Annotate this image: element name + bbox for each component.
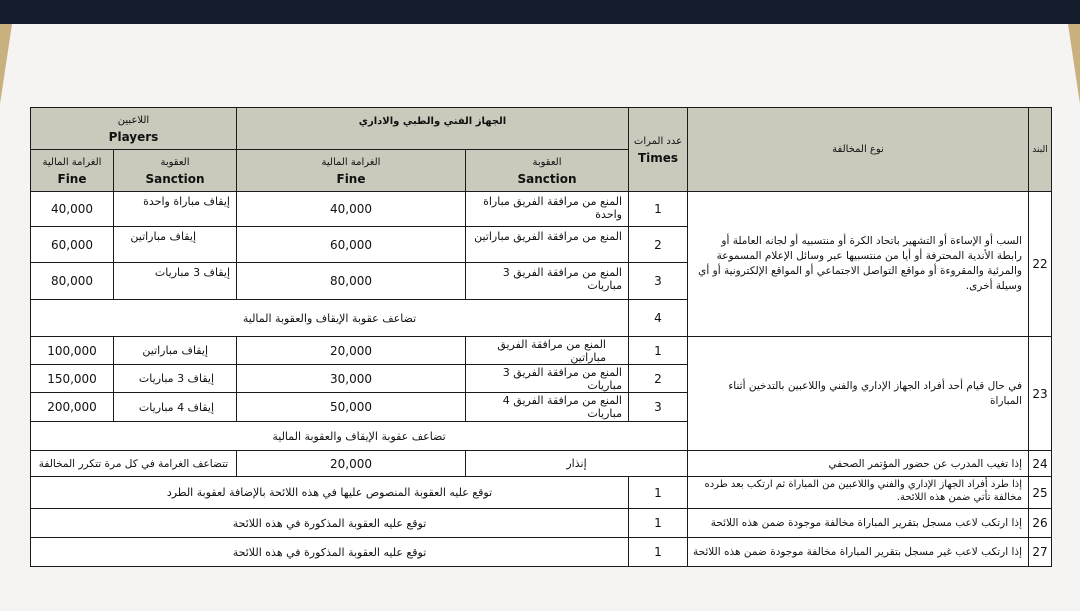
clause-22-row-1-players-fine: 40,000 — [30, 191, 114, 227]
clause-26-number: 26 — [1028, 508, 1052, 538]
header-players-fine-ar: الغرامة المالية — [42, 156, 102, 168]
clause-22-row-1-players-sanction: إيقاف مباراة واحدة — [113, 191, 237, 227]
clause-24-staff-sanction: إنذار — [465, 450, 688, 477]
header-staff-fine-ar: الغرامة المالية — [321, 156, 381, 168]
header-players-fine — [30, 149, 114, 192]
clause-23-row-2-players-sanction: إيقاف 3 مباريات — [113, 364, 237, 393]
clause-23-row-3-players-fine: 200,000 — [30, 392, 114, 422]
corner-decoration-left — [0, 24, 12, 104]
header-staff-ar: الجهاز الفني والطبي والاداري — [358, 116, 507, 127]
clause-25-penalty: توقع عليه العقوبة المنصوص عليها في هذه اللائحة بالإضافة لعقوبة الطرد — [30, 476, 629, 509]
clause-23-number: 23 — [1028, 336, 1052, 451]
header-staff-fine — [236, 149, 466, 192]
header-staff-sanction — [465, 149, 629, 192]
clause-24-description: إذا تغيب المدرب عن حضور المؤتمر الصحفي — [687, 450, 1029, 477]
clause-25-description — [687, 476, 1029, 509]
clause-23-row-3-staff-fine: 50,000 — [236, 392, 466, 422]
clause-23-row-4-penalty: تضاعف عقوبة الإيقاف والعقوبة المالية — [30, 421, 688, 451]
clause-22-row-1-staff-fine: 40,000 — [236, 191, 466, 227]
clause-23-row-3-staff-sanction: المنع من مرافقة الفريق 4 مباريات — [465, 392, 629, 422]
clause-25-times: 1 — [628, 476, 688, 509]
corner-decoration-right — [1068, 24, 1080, 104]
clause-23-row-1-staff-sanction: المنع من مرافقة الفريق مباراتين — [465, 336, 629, 365]
header-staff — [236, 107, 629, 150]
header-clause — [1028, 107, 1052, 192]
clause-22-row-2-times: 2 — [628, 226, 688, 263]
clause-27-number: 27 — [1028, 537, 1052, 567]
clause-23-row-3-players-sanction: إيقاف 4 مباريات — [113, 392, 237, 422]
clause-24-players-penalty: تتضاعف الغرامة في كل مرة تتكرر المخالفة — [30, 450, 237, 477]
clause-26-description: إذا ارتكب لاعب مسجل بتقرير المباراة مخالفة موجودة ضمن هذه اللائحة — [687, 508, 1029, 538]
header-times-ar: عدد المرات — [633, 135, 683, 147]
clause-22-row-3-players-sanction: إيقاف 3 مباريات — [113, 262, 237, 300]
clause-22-row-3-staff-sanction: المنع من مرافقة الفريق 3 مباريات — [465, 262, 629, 300]
header-times-en: Times — [637, 150, 679, 165]
clause-22-description-text: السب أو الإساءة أو التشهير باتحاد الكرة أو منتسبيه أو لجانه العاملة أو رابطة الأندية المحترفة أو أيا من منتسبيها عبر وسائل الإعلام المسموعة والمرئية والمقروءة أو مواقع التواصل الاجتماعي أو المواقع الإلكترونية أو أي وسيلة أخرى. — [698, 235, 1022, 292]
penalty-table — [30, 107, 1052, 567]
clause-23-row-2-staff-sanction: المنع من مرافقة الفريق 3 مباريات — [465, 364, 629, 393]
clause-22-row-3-staff-fine: 80,000 — [236, 262, 466, 300]
header-players-fine-en: Fine — [57, 171, 87, 186]
clause-22-row-1-times: 1 — [628, 191, 688, 227]
clause-22-row-1-staff-sanction: المنع من مرافقة الفريق مباراة واحدة — [465, 191, 629, 227]
clause-23-description — [687, 336, 1029, 451]
header-staff-fine-en: Fine — [336, 171, 366, 186]
header-players-sanction-ar: العقوبة — [160, 156, 190, 168]
clause-23-row-2-times: 2 — [628, 364, 688, 393]
clause-22-row-2-players-sanction: إيقاف مباراتين — [113, 226, 237, 263]
clause-27-description: إذا ارتكب لاعب غير مسجل بتقرير المباراة مخالفة موجودة ضمن هذه اللائحة — [687, 537, 1029, 567]
clause-22-number: 22 — [1028, 191, 1052, 337]
clause-27-times: 1 — [628, 537, 688, 567]
clause-22-row-4-times: 4 — [628, 299, 688, 337]
clause-23-row-2-players-fine: 150,000 — [30, 364, 114, 393]
clause-22-row-3-players-fine: 80,000 — [30, 262, 114, 300]
header-players-en: Players — [108, 129, 159, 144]
clause-24-number: 24 — [1028, 450, 1052, 477]
clause-26-times: 1 — [628, 508, 688, 538]
clause-25-number: 25 — [1028, 476, 1052, 509]
clause-23-row-3-times: 3 — [628, 392, 688, 422]
clause-25-description-text: إذا طرد أفراد الجهاز الإداري والفني واللاعبين من المباراة ثم ارتكب بعد طرده مخالفة تأتي ضمن هذه اللائحة. — [704, 479, 1022, 503]
clause-22-description — [687, 191, 1029, 337]
clause-23-row-1-players-sanction: إيقاف مباراتين — [113, 336, 237, 365]
clause-23-row-1-staff-fine: 20,000 — [236, 336, 466, 365]
clause-22-row-2-players-fine: 60,000 — [30, 226, 114, 263]
header-players-sanction — [113, 149, 237, 192]
header-times — [628, 107, 688, 192]
clause-22-row-3-times: 3 — [628, 262, 688, 300]
clause-24-staff-fine: 20,000 — [236, 450, 466, 477]
top-bar — [0, 0, 1080, 24]
clause-23-description-text: في حال قيام أحد أفراد الجهاز الإداري والفني واللاعبين بالتدخين أثناء المباراة — [728, 379, 1022, 407]
clause-22-row-2-staff-sanction: المنع من مرافقة الفريق مباراتين — [465, 226, 629, 263]
header-players — [30, 107, 237, 150]
clause-23-row-1-times: 1 — [628, 336, 688, 365]
header-players-sanction-en: Sanction — [145, 171, 205, 186]
clause-26-penalty: توقع عليه العقوبة المذكورة في هذه اللائحة — [30, 508, 629, 538]
clause-23-row-2-staff-fine: 30,000 — [236, 364, 466, 393]
header-violation — [687, 107, 1029, 192]
header-players-ar: اللاعبين — [117, 114, 150, 126]
clause-23-row-1-players-fine: 100,000 — [30, 336, 114, 365]
header-staff-sanction-ar: العقوبة — [532, 156, 562, 168]
header-clause-ar: البند — [1032, 144, 1048, 155]
clause-22-row-4-penalty: تضاعف عقوبة الإيقاف والعقوبة المالية — [30, 299, 629, 337]
clause-22-row-2-staff-fine: 60,000 — [236, 226, 466, 263]
header-violation-ar: نوع المخالفة — [832, 144, 884, 155]
header-staff-sanction-en: Sanction — [517, 171, 577, 186]
clause-27-penalty: توقع عليه العقوبة المذكورة في هذه اللائحة — [30, 537, 629, 567]
